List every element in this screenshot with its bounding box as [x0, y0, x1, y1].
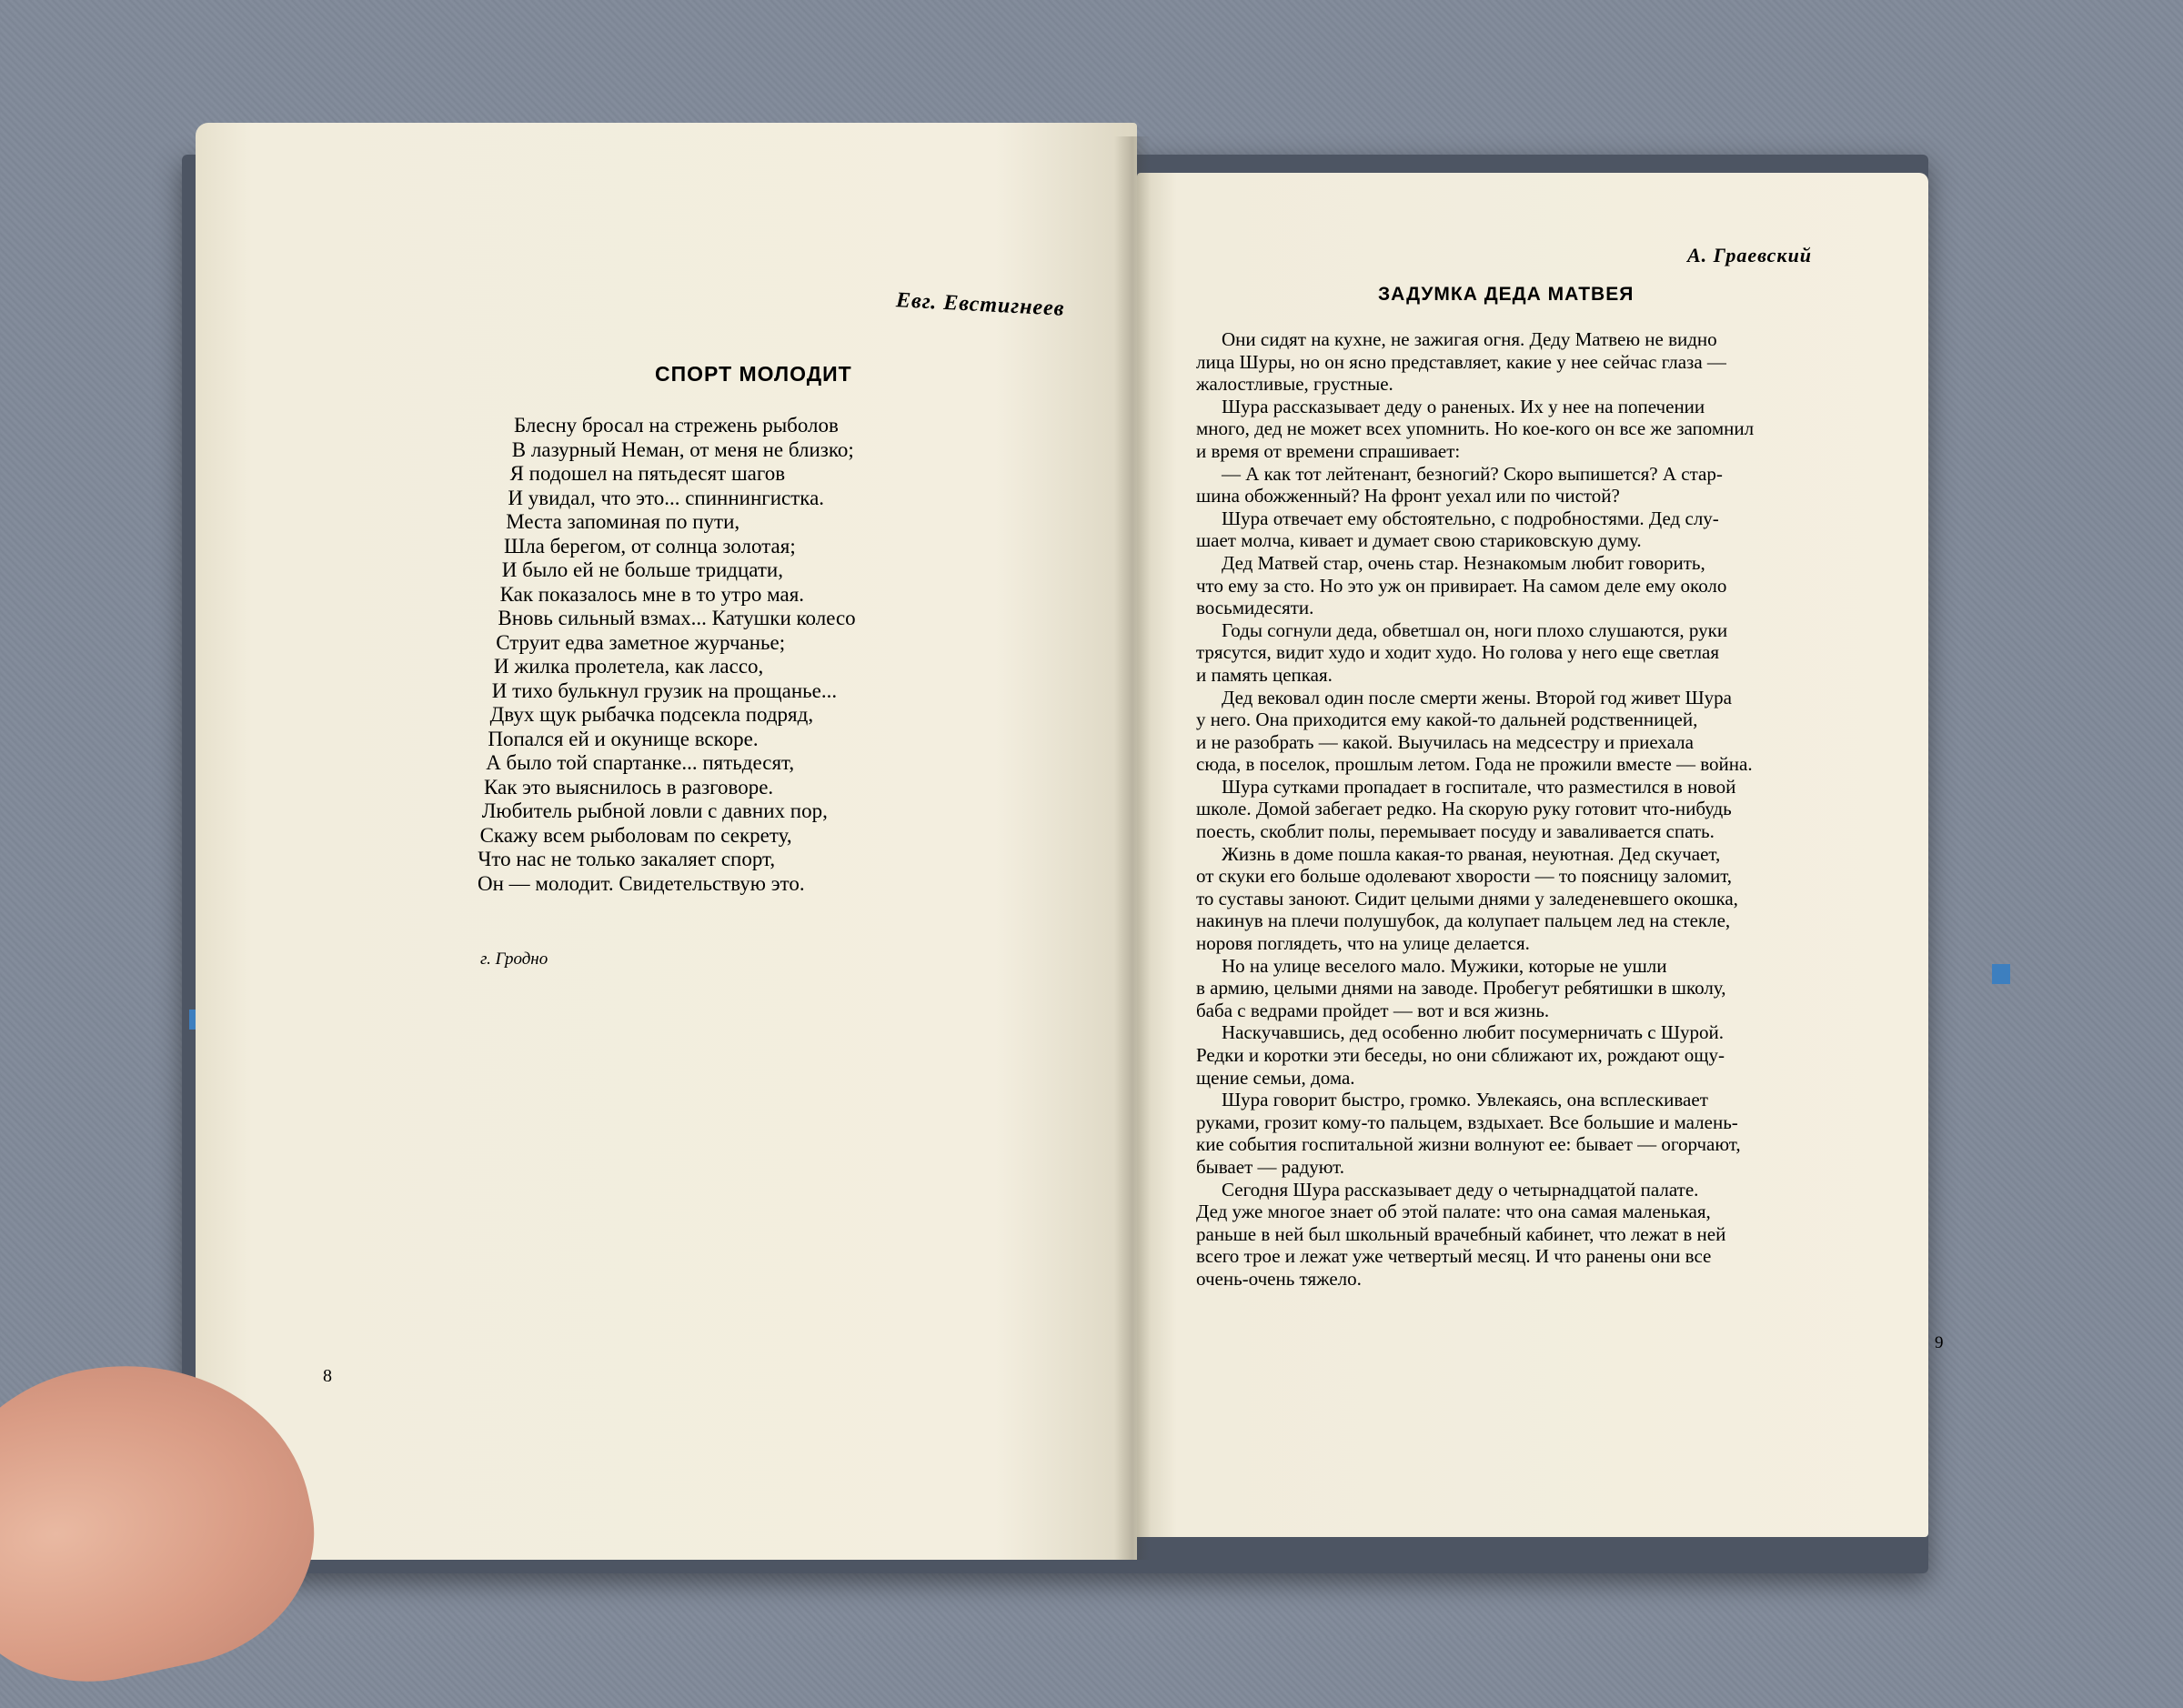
right-author: А. Граевский — [1687, 244, 1813, 266]
poem-line: Он — молодит. Свидетельствую это. — [478, 871, 805, 895]
poem-line: Как это выяснилось в разговоре. — [484, 775, 774, 799]
left-title: СПОРТ МОЛОДИТ — [655, 362, 852, 386]
poem-line: Я подошел на пятьдесят шагов — [509, 462, 786, 485]
story-line: что ему за сто. Но это уж он привирает. На самом деле ему около — [1196, 574, 1727, 597]
story-line: всего трое и лежат уже четвертый месяц. И что ранены они все — [1196, 1245, 1712, 1268]
story-line: лица Шуры, но он ясно представляет, какие у нее сейчас глаза — — [1196, 350, 1726, 373]
story-line: Дед Матвей стар, очень стар. Незнакомым любит говорить, — [1222, 551, 1705, 574]
story-line: Но на улице веселого мало. Мужики, которые не ушли — [1222, 954, 1667, 977]
poem-line: Любитель рыбной ловли с давних пор, — [481, 799, 828, 822]
story-line: шина обожженный? На фронт уехал или по чистой? — [1196, 485, 1620, 507]
story-body — [1196, 328, 1887, 1291]
story-line: Сегодня Шура рассказывает деду о четырнадцатой палате. — [1222, 1178, 1699, 1201]
poem-body — [478, 414, 987, 896]
poem-line: А было той спартанке... пятьдесят, — [486, 751, 795, 774]
story-line: от скуки его больше одолевают хворости — то поясницу заломит, — [1196, 865, 1733, 888]
poem-line: И тихо булькнул грузик на прощанье... — [491, 678, 838, 702]
poem-line: Струит едва заметное журчанье; — [496, 630, 786, 654]
story-line: раньше в ней был школьный врачебный кабинет, что лежат в ней — [1196, 1222, 1726, 1245]
story-line: в армию, целыми днями на заводе. Пробегут ребятишки в школу, — [1196, 977, 1726, 1000]
story-line: поесть, скоблит полы, перемывает посуду и заваливается спать. — [1196, 820, 1715, 843]
story-line: и время от времени спрашивает: — [1196, 439, 1461, 462]
poem-line: Что нас не только закаляет спорт, — [478, 848, 776, 870]
story-line: — А как тот лейтенант, безногий? Скоро выпишется? А стар- — [1222, 462, 1723, 485]
poem-line: Скажу всем рыболовам по секрету, — [479, 823, 792, 847]
book-gutter — [1114, 136, 1151, 1560]
story-line: трясутся, видит худо и ходит худо. Но голова у него еще светлая — [1196, 641, 1720, 664]
story-line: Шура отвечает ему обстоятельно, с подробностями. Дед слу- — [1222, 507, 1719, 529]
story-line: норовя поглядеть, что на улице делается. — [1196, 932, 1530, 955]
poem-line: И жилка пролетела, как лассо, — [494, 655, 764, 678]
story-line: Они сидят на кухне, не зажигая огня. Деду Матвею не видно — [1222, 328, 1717, 350]
story-line: Годы согнули деда, обветшал он, ноги плохо слушаются, руки — [1222, 618, 1728, 641]
story-line: баба с ведрами пройдет — вот и вся жизнь. — [1196, 999, 1550, 1021]
poem-line: И было ей не больше тридцати, — [501, 558, 783, 581]
story-line: Дед вековал один после смерти жены. Второй год живет Шура — [1222, 686, 1732, 708]
poem-line: И увидал, что это... спиннингистка. — [508, 486, 825, 509]
poem-line: Двух щук рыбачка подсекла подряд, — [489, 703, 814, 726]
story-line: Жизнь в доме пошла какая-то рваная, неуютная. Дед скучает, — [1222, 842, 1721, 865]
story-line: и не разобрать — какой. Выучилась на медсестру и приехала — [1196, 730, 1694, 753]
story-line: Наскучавшись, дед особенно любит посумерничать с Шурой. — [1222, 1021, 1724, 1044]
story-line: школе. Домой забегает редко. На скорую руку готовит что-нибудь — [1196, 798, 1732, 820]
poem-line: Места запоминая по пути, — [506, 510, 740, 533]
story-line: бывает — радуют. — [1196, 1155, 1345, 1178]
story-line: кие события госпитальной жизни волнуют ее: бывает — огорчают, — [1196, 1133, 1741, 1156]
story-line: очень-очень тяжело. — [1196, 1267, 1362, 1290]
story-line: руками, грозит кому-то пальцем, вздыхает. Все большие и малень- — [1196, 1110, 1738, 1133]
story-line: Дед уже многое знает об этой палате: что она самая маленькая, — [1196, 1201, 1711, 1223]
story-line: накинув на плечи полушубок, да колупает пальцем лед на стекле, — [1196, 909, 1731, 932]
page-number-left: 8 — [323, 1366, 332, 1386]
page-number-right: 9 — [1935, 1333, 1944, 1352]
story-line: Шура сутками пропадает в госпитале, что разместился в новой — [1222, 775, 1736, 798]
cover-stripe-right — [1992, 964, 2010, 984]
poem-line: Вновь сильный взмах... Катушки колесо — [498, 607, 856, 629]
left-author: Евг. Евстигнеев — [895, 288, 1066, 321]
story-line: Шура говорит быстро, громко. Увлекаясь, она всплескивает — [1222, 1089, 1708, 1111]
story-line: Шура рассказывает деду о раненых. Их у нее на попечении — [1222, 395, 1705, 417]
story-line: щение семьи, дома. — [1196, 1066, 1355, 1089]
poem-line: Как показалось мне в то утро мая. — [499, 582, 805, 606]
story-line: Редки и коротки эти беседы, но они сближают их, рождают ощу- — [1196, 1044, 1725, 1066]
poem-line: В лазурный Неман, от меня не близко; — [511, 437, 854, 461]
poem-line: Блесну бросал на стрежень рыболов — [514, 414, 839, 437]
story-line: восьмидесяти. — [1196, 597, 1314, 619]
poem-line: Попался ей и окунище вскоре. — [488, 727, 759, 750]
story-line: шает молча, кивает и думает свою стариковскую думу. — [1196, 529, 1642, 552]
story-line: то суставы заноют. Сидит целыми днями у заледеневшего окошка, — [1196, 887, 1738, 909]
story-line: и память цепкая. — [1196, 663, 1333, 686]
poem-place: г. Гродно — [480, 949, 548, 969]
story-line: сюда, в поселок, прошлым летом. Года не прожили вместе — война. — [1196, 753, 1753, 776]
right-title: ЗАДУМКА ДЕДА МАТВЕЯ — [1378, 284, 1635, 305]
story-line: много, дед не может всех упомнить. Но кое-кого он все же запомнил — [1196, 417, 1755, 440]
story-line: у него. Она приходится ему какой-то дальней родственницей, — [1196, 708, 1698, 731]
story-line: жалостливые, грустные. — [1196, 373, 1393, 396]
poem-line: Шла берегом, от солнца золотая; — [504, 534, 796, 558]
